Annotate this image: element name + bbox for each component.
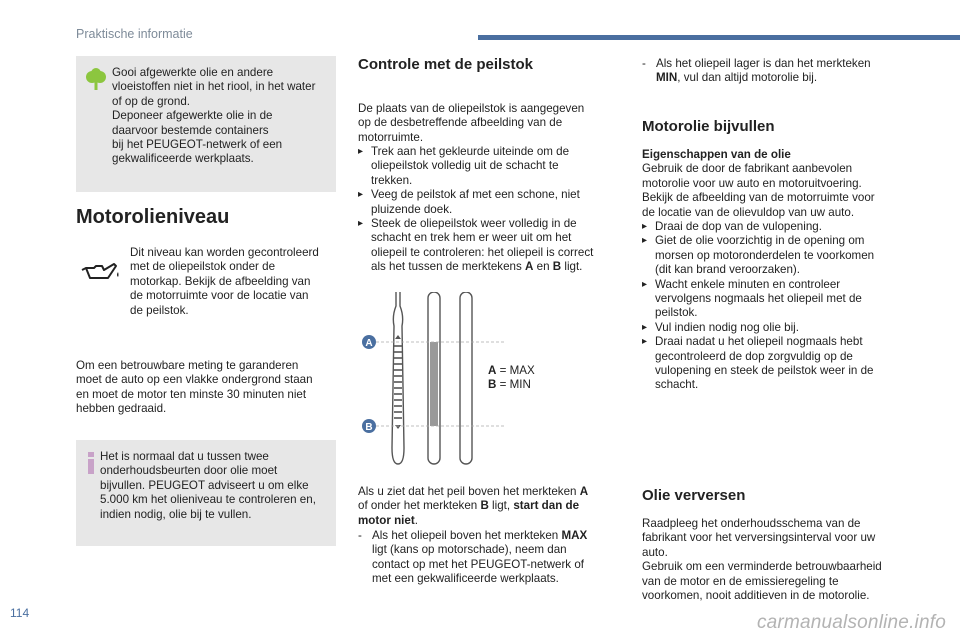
oil-properties: Eigenschappen van de olie Gebruik de door de fabrikant aanbevolen motorolie voor uw auto en motoruitvoering. Bekijk de afbeelding van de motorruimte voor de locatie van de olievuldop van uw auto. — [642, 148, 875, 219]
watermark: carmanualsonline.info — [756, 612, 946, 633]
eco-note-box — [76, 56, 336, 192]
dipstick-steps — [358, 145, 623, 275]
list-item: ▸ Veeg de peilstok af met een schone, niet pluizende doek. — [358, 188, 623, 217]
oil-level-intro: Dit niveau kan worden gecontroleerd met de oliepeilstok onder de motorkap. Bekijk de afbeelding van de motorruimte voor de locatie van de peilstok. — [130, 246, 319, 317]
dipstick-legend: A = MAX B = MIN — [488, 364, 535, 392]
section-heading-refill: Motorolie bijvullen — [642, 118, 775, 135]
dipstick-figure — [356, 292, 506, 470]
eco-note-text: Gooi afgewerkte olie en andere vloeistoffen niet in het riool, in het water of op de grond. Deponeer afgewerkte olie in de daarvoor bestemde containers bij het PEUGEOT-netwerk of een gekwalificeerde werkplaats. — [112, 66, 316, 166]
section-heading-dipstick: Controle met de peilstok — [358, 56, 534, 73]
section-title: Praktische informatie — [76, 27, 193, 41]
page-number: 114 — [10, 606, 30, 620]
list-item: - Als het oliepeil boven het merkteken MAX ligt (kans op motorschade), neem dan contact op met het PEUGEOT-netwerk of met een gekwalificeerde werkplaats. — [358, 529, 628, 587]
list-item: ▸ Vul indien nodig nog olie bij. — [642, 321, 912, 335]
list-item: ▸ Trek aan het gekleurde uiteinde om de oliepeilstok volledig uit de schacht te trekken. — [358, 145, 623, 188]
list-item: ▸ Draai de dop van de vulopening. — [642, 220, 912, 234]
min-level-list — [642, 57, 912, 86]
list-item: ▸ Giet de olie voorzichtig in de opening om morsen op motoronderdelen te voorkomen (dit kan brand veroorzaken). — [642, 234, 912, 277]
after-check-list — [358, 529, 628, 587]
marker-a-label: A — [365, 338, 373, 349]
dipstick-intro: De plaats van de oliepeilstok is aangegeven op de desbetreffende afbeelding van de motorruimte. — [358, 102, 585, 144]
marker-b-label: B — [365, 422, 373, 433]
measure-paragraph: Om een betrouwbare meting te garanderen moet de auto op een vlakke ondergrond staan en moet de motor ten minste 30 minuten niet hebben gedraaid. — [76, 359, 313, 416]
section-heading-oil-level: Motorolieniveau — [76, 206, 230, 228]
list-item: - Als het oliepeil lager is dan het merkteken MIN, vul dan altijd motorolie bij. — [642, 57, 912, 86]
list-item: ▸ Draai nadat u het oliepeil nogmaals hebt gecontroleerd de dop zorgvuldig op de vulopening en steek de peilstok weer in de schacht. — [642, 335, 912, 393]
oil-can-icon — [80, 258, 124, 286]
eco-tree-icon — [84, 68, 108, 92]
list-item: ▸ Steek de oliepeilstok weer volledig in de schacht en trek hem er weer uit om het oliepeil te controleren: het oliepeil is correct als het tussen de merktekens A en B ligt. — [358, 217, 623, 275]
refill-steps — [642, 220, 912, 393]
after-check-paragraph: Als u ziet dat het peil boven het merkteken A of onder het merkteken B ligt, start dan de motor niet. — [358, 485, 589, 527]
oil-change-paragraph: Raadpleeg het onderhoudsschema van de fabrikant voor het verversingsinterval voor uw auto. Gebruik om een verminderde betrouwbaarheid van de motor en de emissieregeling te voorkomen, nooit additieven in de motorolie. — [642, 517, 882, 603]
list-item: ▸ Wacht enkele minuten en controleer vervolgens nogmaals het oliepeil met de peilstok. — [642, 278, 912, 321]
header-bar — [478, 35, 960, 40]
section-heading-oil-change: Olie verversen — [642, 487, 746, 504]
info-note-box — [76, 440, 336, 546]
info-icon — [84, 452, 98, 474]
info-note-text: Het is normaal dat u tussen twee onderhoudsbeurten door olie moet bijvullen. PEUGEOT adviseert u om elke 5.000 km het olieniveau te controleren en, indien nodig, olie bij te vullen. — [100, 450, 316, 521]
